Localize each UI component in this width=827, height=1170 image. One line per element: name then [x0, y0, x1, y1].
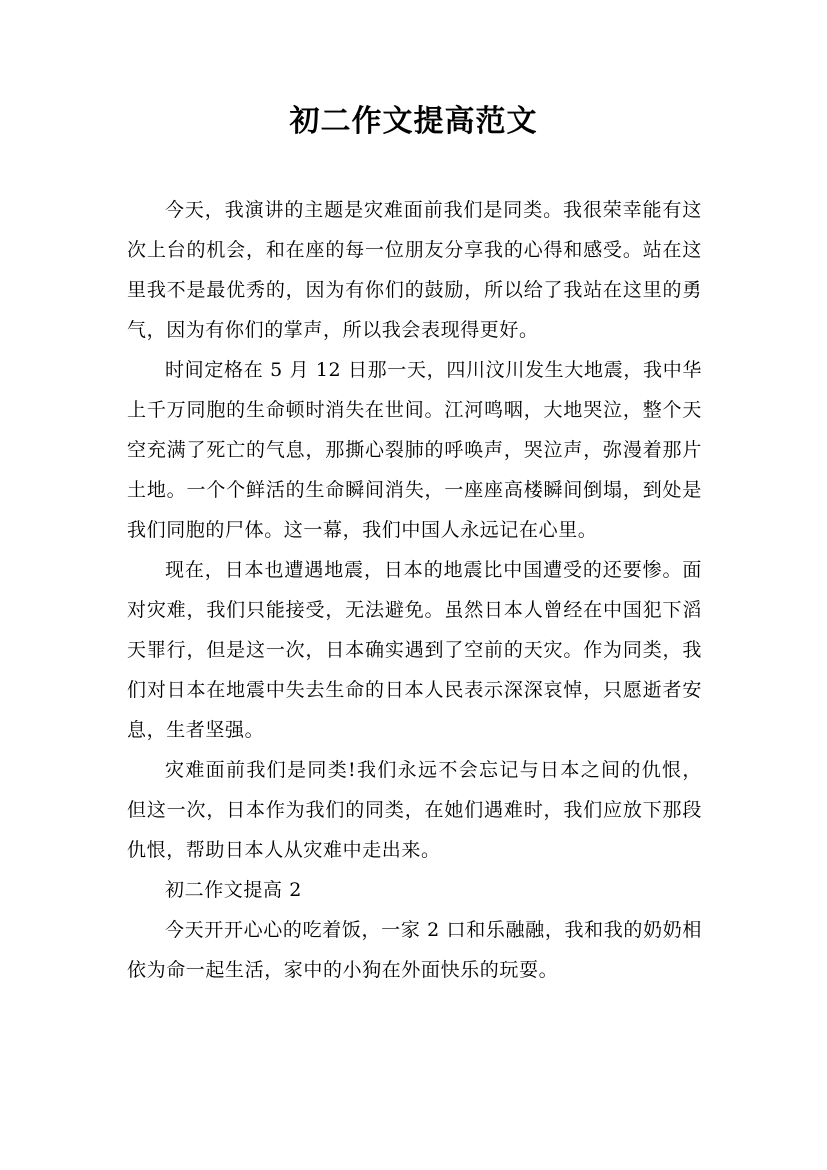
- paragraph: 现在，日本也遭遇地震，日本的地震比中国遭受的还要惨。面对灾难，我们只能接受，无法避免。虽然日本人曾经在中国犯下滔天罪行，但是这一次，日本确实遇到了空前的天灾。作为同类，我们对日本在地震中失去生命的日本人民表示深深哀悼，只愿逝者安息，生者坚强。: [127, 559, 702, 741]
- paragraph: 灾难面前我们是同类!我们永远不会忘记与日本之间的仇恨，但这一次，日本作为我们的同类，在她们遇难时，我们应放下那段仇恨，帮助日本人从灾难中走出来。: [127, 759, 702, 861]
- paragraph: 今天，我演讲的主题是灾难面前我们是同类。我很荣幸能有这次上台的机会，和在座的每一位朋友分享我的心得和感受。站在这里我不是最优秀的，因为有你们的鼓励，所以给了我站在这里的勇气，因为有你们的掌声，所以我会表现得更好。: [127, 199, 702, 341]
- document-body: [127, 190, 702, 990]
- section-heading: 初二作文提高 2: [165, 879, 302, 901]
- paragraph: 今天开开心心的吃着饭，一家 2 口和乐融融，我和我的奶奶相依为命一起生活，家中的小狗在外面快乐的玩耍。: [127, 919, 702, 981]
- paragraph: 时间定格在 5 月 12 日那一天，四川汶川发生大地震，我中华上千万同胞的生命顿时消失在世间。江河鸣咽，大地哭泣，整个天空充满了死亡的气息，那撕心裂肺的呼唤声，哭泣声，弥漫着那片土地。一个个鲜活的生命瞬间消失，一座座高楼瞬间倒塌，到处是我们同胞的尸体。这一幕，我们中国人永远记在心里。: [127, 359, 702, 541]
- document-title: 初二作文提高范文: [289, 104, 538, 139]
